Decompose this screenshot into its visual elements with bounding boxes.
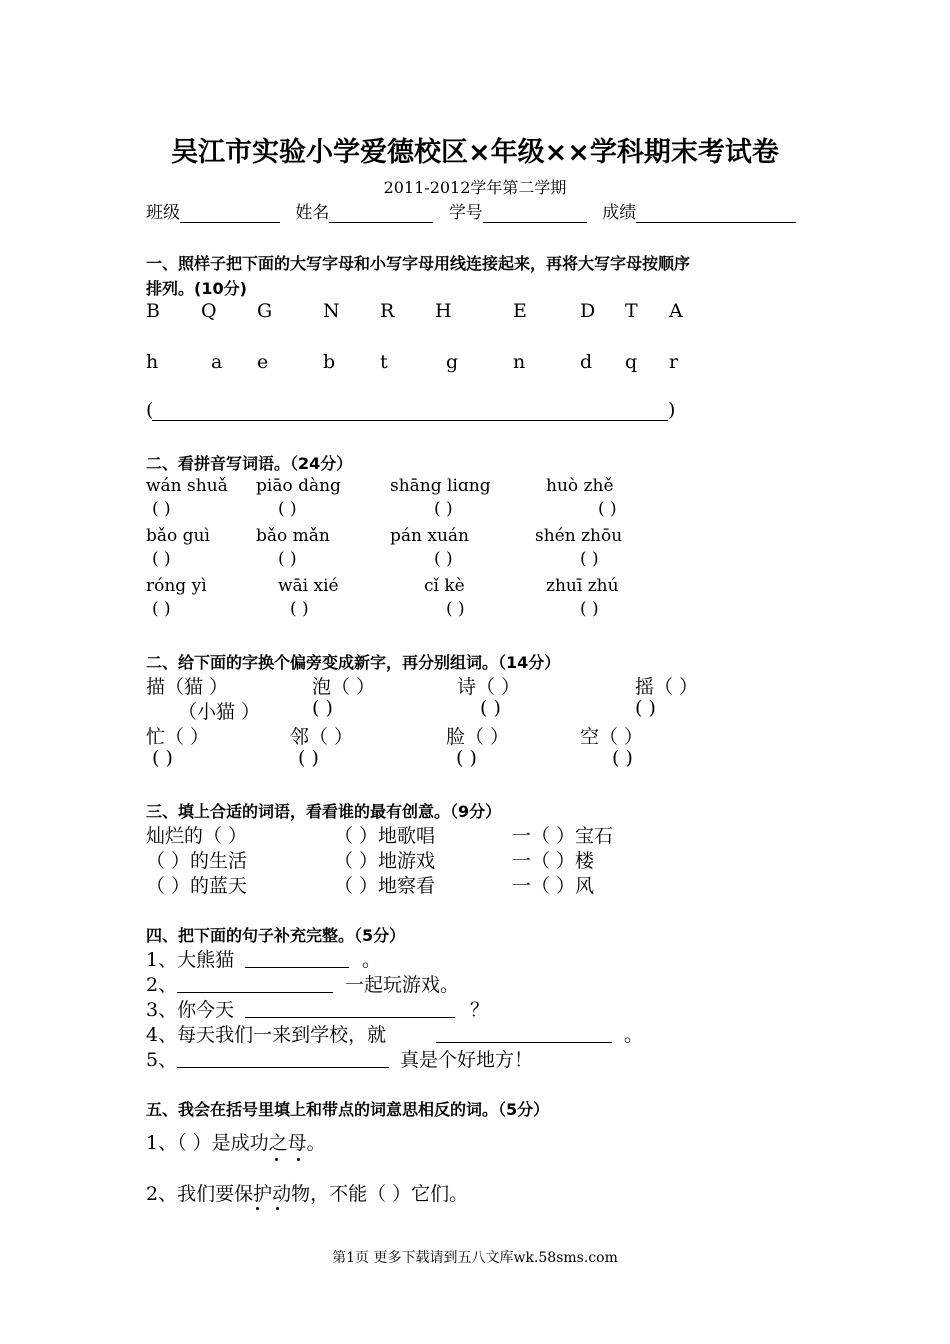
sentence1-blank[interactable] [245, 967, 349, 968]
word-bracket[interactable]: ( ) [480, 697, 501, 719]
section1-heading-line2: 排列。(10分) [146, 279, 247, 298]
uppercase-letter[interactable]: A [669, 300, 683, 322]
radical-char: 邻（ ） [290, 726, 354, 748]
sentence3-blank[interactable] [245, 1017, 455, 1018]
fill-phrase[interactable]: （ ）地察看 [334, 875, 436, 897]
emphasis-dot [276, 1207, 279, 1210]
section2-heading: 二、看拼音写词语。（24分） [146, 454, 353, 473]
lowercase-letter[interactable]: n [513, 351, 526, 373]
student-info-line [146, 198, 806, 223]
sentence1-start: 1、大熊猫 [146, 949, 235, 971]
uppercase-letter[interactable]: H [435, 300, 452, 322]
sentence2-start: 2、 [146, 974, 178, 996]
sentence4-end: 。 [624, 1024, 644, 1046]
lowercase-letter[interactable]: r [669, 351, 679, 373]
pinyin-word: wán shuǎ [146, 476, 228, 496]
radical-char: 摇（ ） [635, 676, 699, 698]
name-blank[interactable] [329, 204, 433, 223]
sentence5-blank[interactable] [177, 1067, 389, 1068]
word-bracket[interactable]: ( ) [152, 747, 173, 769]
exam-subtitle: 2011-2012学年第二学期 [383, 178, 567, 197]
uppercase-letter[interactable]: R [380, 300, 395, 322]
pinyin-word: róng yì [146, 576, 207, 596]
answer-bracket[interactable]: ( ) [580, 549, 599, 569]
radical-char: 泡（ ） [312, 676, 376, 698]
fill-phrase[interactable]: （ ）地歌唱 [334, 825, 436, 847]
lowercase-letter[interactable]: q [625, 351, 638, 373]
answer-bracket[interactable]: ( ) [434, 499, 453, 519]
answer-bracket[interactable]: ( ) [152, 549, 171, 569]
fill-phrase[interactable]: 一（ ）楼 [512, 850, 595, 872]
radical-char: 忙（ ） [146, 726, 210, 748]
section6-heading: 五、我会在括号里填上和带点的词意思相反的词。（5分） [146, 1100, 550, 1119]
sentence3-end: ？ [470, 999, 490, 1021]
class-blank[interactable] [180, 204, 280, 223]
pinyin-word: wāi xié [278, 576, 339, 596]
number-label: 学号 [448, 203, 483, 223]
section3-heading: 二、给下面的字换个偏旁变成新字，再分别组词。（14分） [146, 653, 561, 672]
section1-heading-line1: 一、照样子把下面的大写字母和小写字母用线连接起来，再将大写字母按顺序 [146, 254, 691, 273]
sentence1-end: 。 [362, 949, 382, 971]
uppercase-letter[interactable]: N [323, 300, 340, 322]
pinyin-word: shāng liɑng [390, 476, 491, 496]
sentence2-blank[interactable] [177, 992, 333, 993]
uppercase-letter[interactable]: B [146, 300, 160, 322]
sentence4-blank[interactable] [436, 1042, 612, 1043]
uppercase-letter[interactable]: E [513, 300, 527, 322]
answer-bracket[interactable]: ( ) [152, 499, 171, 519]
sentence3-start: 3、你今天 [146, 999, 235, 1021]
fill-phrase[interactable]: 灿烂的（ ） [146, 825, 248, 847]
word-bracket[interactable]: （小猫 ） [178, 701, 261, 723]
radical-char: 空（ ） [580, 726, 644, 748]
section4-heading: 三、填上合适的词语，看看谁的最有创意。（9分） [146, 802, 502, 821]
word-bracket[interactable]: ( ) [456, 747, 477, 769]
lowercase-letter[interactable]: b [323, 351, 336, 373]
sentence5-start: 5、 [146, 1049, 178, 1071]
section5-heading: 四、把下面的句子补充完整。（5分） [146, 926, 406, 945]
fill-phrase[interactable]: （ ）的蓝天 [146, 875, 248, 897]
antonym-sentence1: 1、（ ）是成功之母。 [146, 1132, 326, 1154]
radical-char: 诗（ ） [457, 676, 521, 698]
sentence2-end: 一起玩游戏。 [345, 974, 460, 996]
class-label: 班级 [146, 203, 180, 223]
answer-bracket[interactable]: ( ) [434, 549, 453, 569]
fill-phrase[interactable]: 一（ ）宝石 [512, 825, 614, 847]
answer-bracket[interactable]: ( ) [446, 599, 465, 619]
lowercase-letter[interactable]: t [380, 351, 388, 373]
answer-bracket[interactable]: ( ) [278, 549, 297, 569]
pinyin-word: piāo dàng [256, 476, 341, 496]
uppercase-letter[interactable]: T [625, 300, 638, 322]
pinyin-word: bǎo mǎn [256, 526, 330, 546]
pinyin-word: zhuī zhú [546, 576, 619, 596]
lowercase-letter[interactable]: d [580, 351, 593, 373]
sentence4-start: 4、每天我们一来到学校，就 [146, 1024, 387, 1046]
fill-phrase[interactable]: （ ）地游戏 [334, 850, 436, 872]
answer-bracket[interactable]: ( ) [290, 599, 309, 619]
pinyin-word: huò zhě [546, 476, 614, 496]
emphasis-dot [275, 1158, 278, 1161]
antonym-sentence2: 2、我们要保护动物，不能（ ）它们。 [146, 1183, 469, 1205]
pinyin-word: shén zhōu [535, 526, 623, 546]
answer-bracket[interactable]: ( ) [152, 599, 171, 619]
page-footer: 第1页 更多下载请到五八文库wk.58sms.com [332, 1250, 618, 1266]
order-answer-line[interactable] [152, 420, 668, 421]
lowercase-letter[interactable]: a [211, 351, 223, 373]
exam-title: 吴江市实验小学爱德校区×年级××学科期末考试卷 [171, 137, 779, 168]
fill-phrase[interactable]: （ ）的生活 [146, 850, 248, 872]
radical-char: 描（猫 ） [146, 676, 229, 698]
pinyin-word: bǎo guì [146, 526, 210, 546]
answer-bracket[interactable]: ( ) [278, 499, 297, 519]
uppercase-letter[interactable]: D [580, 300, 596, 322]
score-blank[interactable] [636, 204, 796, 223]
fill-phrase[interactable]: 一（ ）风 [512, 875, 595, 897]
pinyin-word: cǐ kè [424, 576, 465, 596]
order-open-paren: ( [146, 399, 154, 421]
score-label: 成绩 [602, 203, 637, 223]
word-bracket[interactable]: ( ) [298, 747, 319, 769]
answer-bracket[interactable]: ( ) [580, 599, 599, 619]
uppercase-letter[interactable]: G [257, 300, 273, 322]
name-label: 姓名 [295, 203, 330, 223]
word-bracket[interactable]: ( ) [612, 747, 633, 769]
emphasis-dot [256, 1207, 259, 1210]
sentence5-end: 真是个好地方！ [400, 1049, 534, 1071]
radical-char: 脸（ ） [446, 726, 510, 748]
lowercase-letter[interactable]: e [257, 351, 269, 373]
uppercase-letter[interactable]: Q [201, 300, 217, 322]
lowercase-letter[interactable]: h [146, 351, 159, 373]
lowercase-letter[interactable]: g [446, 351, 459, 373]
order-close-paren: ) [668, 399, 676, 421]
word-bracket[interactable]: ( ) [312, 697, 333, 719]
emphasis-dot [297, 1158, 300, 1161]
word-bracket[interactable]: ( ) [635, 697, 656, 719]
pinyin-word: pán xuán [390, 526, 469, 546]
answer-bracket[interactable]: ( ) [598, 499, 617, 519]
number-blank[interactable] [483, 204, 587, 223]
